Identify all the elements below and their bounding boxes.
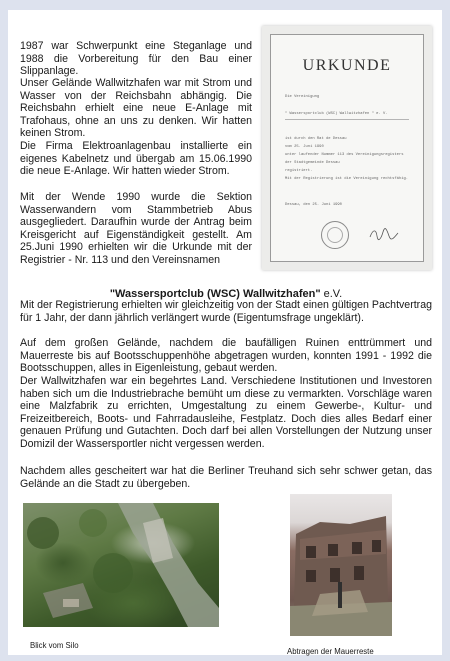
paragraph-elektroanlagenbau: Die Firma Elektroanlagenbau installierte ein eigenes Kabelnetz und übergab am 15.06.1990 die neue E-Anlage. Wir hatten wieder Strom. <box>20 140 252 178</box>
club-suffix: e.V. <box>320 288 343 300</box>
certificate-line: Mit der Registrierung ist die Vereinigung rechtsfähig. <box>285 177 409 181</box>
photo-silo-view <box>23 503 219 627</box>
certificate-line: der Stadtgemeinde Dessau <box>285 161 340 165</box>
certificate-title: URKUNDE <box>302 57 392 74</box>
certificate-frame <box>270 34 424 262</box>
paragraph-gelaende: Auf dem großen Gelände, nachdem die baufälligen Ruinen enttrümmert und Mauerreste bis auf Bootsschuppenhöhe abgetragen wurden, konnten 1991 - 1992 die Bootsschuppen, alles in Eigenleistung, gebaut werden. <box>20 337 432 375</box>
photo-wall-removal <box>290 494 392 636</box>
signature <box>369 227 399 241</box>
photo-silo-scene <box>23 503 219 627</box>
club-name: "Wassersportclub (WSC) Wallwitzhafen" <box>109 288 321 300</box>
certificate-line: unter laufender Nummer 113 des Vereinigungsregisters <box>285 153 404 157</box>
certificate-line: Die Vereinigung <box>285 95 320 99</box>
seal-stamp <box>321 221 349 249</box>
photo-ruins-scene <box>290 494 392 636</box>
certificate-line: vom 25. Juni 1990 <box>285 145 324 149</box>
paragraph-treuhand: Nachdem alles gescheitert war hat die Berliner Treuhand sich sehr schwer getan, das Gelände an die Stadt zu übergeben. <box>20 465 432 490</box>
paragraph-strom-wasser: Unser Gelände Wallwitzhafen war mit Strom und Wasser von der Reichsbahn abhängig. Die Reichsbahn erhielt eine neue E-Anlage mit Trafohaus, ohne an uns zu denken. Wir hatten keinen Strom. <box>20 77 252 140</box>
caption-photo-silo: Blick vom Silo <box>30 641 79 650</box>
caption-photo-wall: Abtragen der Mauerreste <box>287 647 374 656</box>
paragraph-steganlage: 1987 war Schwerpunkt eine Steganlage und 1988 die Vorbereitung für den Bau einer Slippanlage. <box>20 40 252 78</box>
certificate-image <box>262 26 432 270</box>
certificate-line: registriert. <box>285 169 313 173</box>
paragraph-wallwitzhafen: Der Wallwitzhafen war ein begehrtes Land. Verschiedene Institutionen und Investoren haben sich um die Industriebrache bemüht um diese zu vermarkten. Vorschläge waren eine Malzfabrik zu errichten, Umgestaltung zu einem Gewerbe-, Kultur- und Freizeitbereich, Boots- und Fahrradausleihe, Festplatz. Doch dies alles Bedarf einer genauen Prüfung und Gutachten. Doch darf bei allen Vorstellungen der Nutzung unser Domizil der Wassersportler nicht vergessen werden. <box>20 375 432 450</box>
certificate-line: Dessau, den 25. Juni 1990 <box>285 203 342 207</box>
paragraph-wende: Mit der Wende 1990 wurde die Sektion Wasserwandern vom Stammbetrieb Abus ausgegliedert. Daraufhin wurde der Antrag beim Kreisgericht auf Eigenständigkeit gestellt. Am 25.Juni 1990 erhielten wir die Urkunde mit der Registrier - Nr. 113 und den Vereinsnamen <box>20 191 252 266</box>
certificate-rule <box>285 119 409 120</box>
certificate-line: ist durch den Rat de Dessau <box>285 137 347 141</box>
paragraph-registrierung: Mit der Registrierung erhielten wir gleichzeitig von der Stadt einen gültigen Pachtvertrag für 1 Jahr, der dann jährlich verlängert wurde (Eigentumsfrage ungeklärt). <box>20 299 432 324</box>
certificate-line: " Wassersportclub (WSC) Wallwitzhafen " e. V. <box>285 112 388 116</box>
